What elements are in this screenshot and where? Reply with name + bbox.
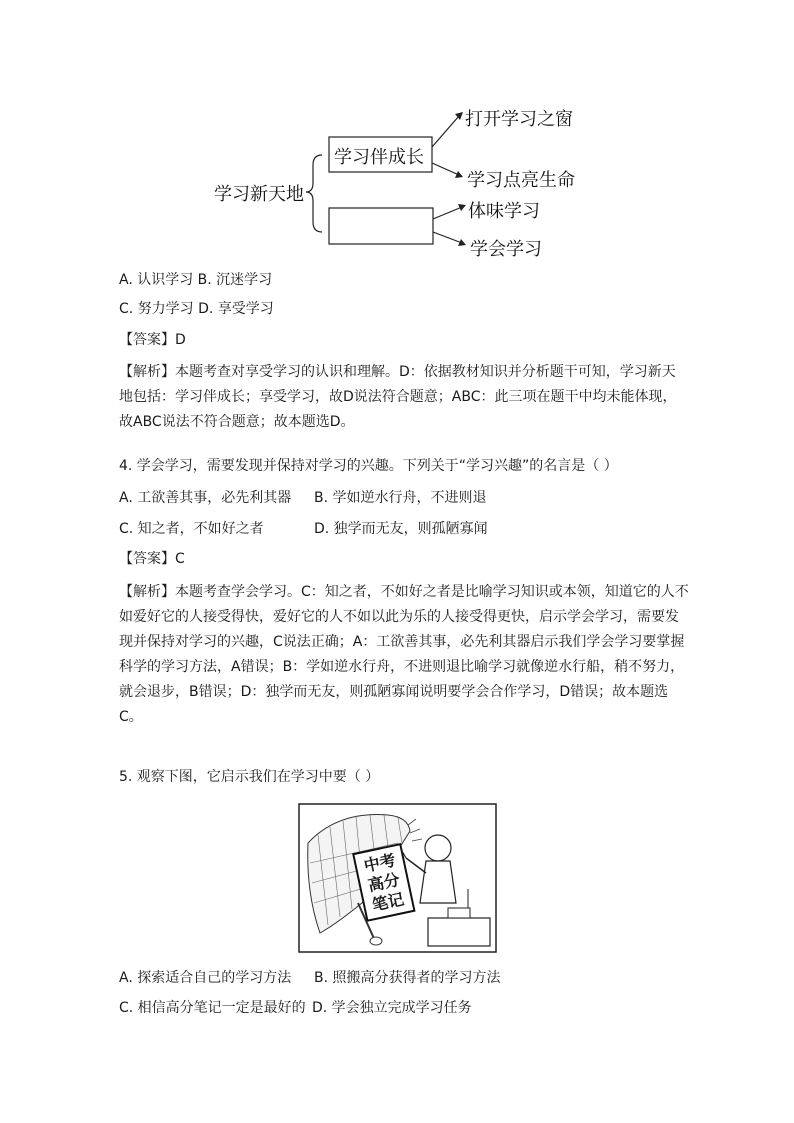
leaf-taste-learning: 体味学习 <box>468 201 540 222</box>
q3-options-ab: A. 认识学习 B. 沉迷学习 <box>119 272 273 288</box>
q4-option-a: A. 工欲善其事，必先利其器 <box>119 490 292 506</box>
box-blank <box>329 208 433 244</box>
q4-answer: 【答案】C <box>119 551 185 567</box>
q4-option-b: B. 学如逆水行舟，不进则退 <box>314 490 487 506</box>
q5-stem: 5. 观察下图，它启示我们在学习中要（ ） <box>119 769 380 785</box>
q5-option-d: D. 学会独立完成学习任务 <box>312 1000 472 1016</box>
q3-analysis: 【解析】本题考查对享受学习的认识和理解。D：依据教材知识并分析题干可知，学习新天地包括：学习伴成长；享受学习，故D说法符合题意；ABC：此三项在题干中均未能体现，故ABC说法不符合题意；故本题选D。 <box>119 364 677 430</box>
sign-line-2: 高分 <box>366 869 402 896</box>
box1-label: 学习伴成长 <box>334 147 424 168</box>
q5-option-b: B. 照搬高分获得者的学习方法 <box>314 970 501 986</box>
q5-option-a: A. 探索适合自己的学习方法 <box>119 970 292 986</box>
q5-option-c: C. 相信高分笔记一定是最好的 <box>119 1000 306 1016</box>
q4-analysis: 【解析】本题考查学会学习。C：知之者，不如好之者是比喻学习知识或本领，知道它的人不如爱好它的人接受得快，爱好它的人不如以此为乐的人接受得更快，启示学会学习，需要发现并保持对学习的兴趣，C说法正确；A：工欲善其事，必先利其器启示我们学会学习要掌握科学的学习方法，A错误；B：学如逆水行舟，不进则退比喻学习就像逆水行船，稍不努力，就会退步，B错误；D：独学而无友，则孤陋寡闻说明要学会合作学习，D错误；故本题选C。 <box>119 584 689 725</box>
mind-map-lines <box>0 0 794 270</box>
leaf-light-life: 学习点亮生命 <box>467 170 575 191</box>
sign-line-1: 中考 <box>362 850 398 876</box>
cartoon-illustration <box>298 803 497 953</box>
leaf-open-window: 打开学习之窗 <box>465 109 573 130</box>
q3-options-cd: C. 努力学习 D. 享受学习 <box>119 301 274 317</box>
mind-map-diagram <box>0 0 794 270</box>
q4-option-d: D. 独学而无友，则孤陋寡闻 <box>314 521 488 537</box>
q3-answer: 【答案】D <box>119 332 186 348</box>
q4-stem: 4. 学会学习，需要发现并保持对学习的兴趣。下列关于“学习兴趣”的名言是（ ） <box>119 458 618 474</box>
leaf-learn-to-learn: 学会学习 <box>470 239 542 260</box>
root-label: 学习新天地 <box>214 184 304 205</box>
sign-line-3: 笔记 <box>370 889 406 915</box>
q4-option-c: C. 知之者，不如好之者 <box>119 521 264 537</box>
